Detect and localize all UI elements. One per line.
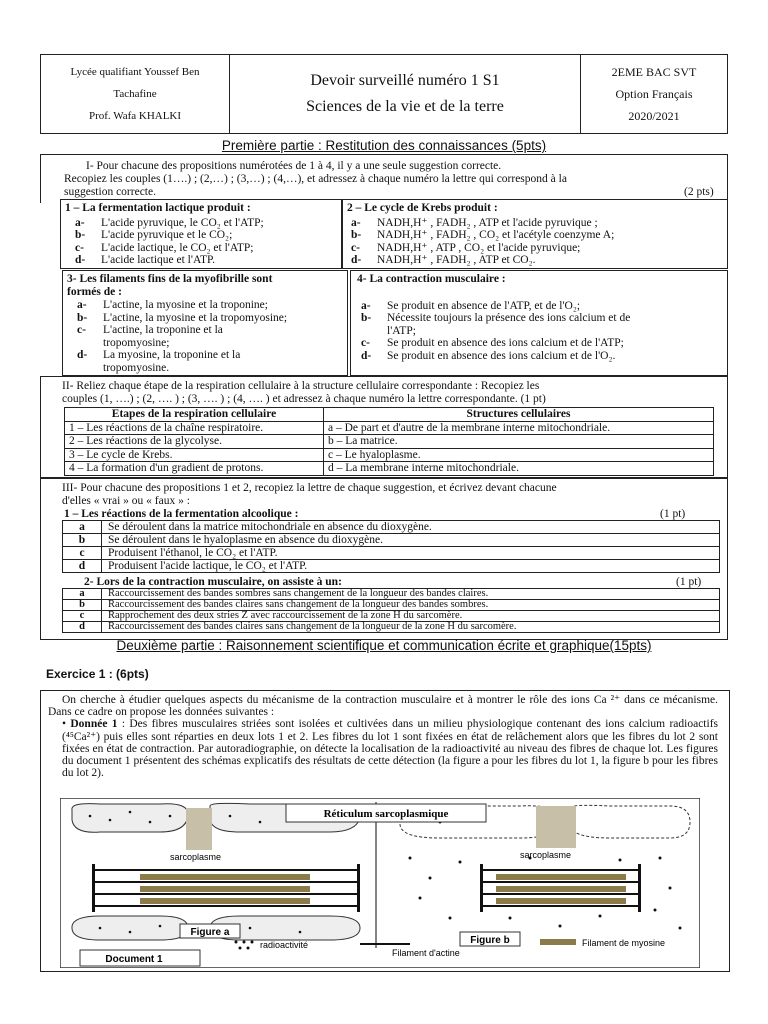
z-line-a-left bbox=[92, 864, 95, 912]
q1-box-1 bbox=[60, 199, 342, 269]
q1-b1-option: c- L'acide lactique, le CO₂ et l'ATP; bbox=[75, 241, 254, 254]
sarcoplasme-label-b: sarcoplasme bbox=[520, 850, 572, 860]
table-row: 4 – La formation d'un gradient de protons. d – La membrane interne mitochondriale. bbox=[65, 462, 714, 476]
table-row: 3 – Le cycle de Krebs. c – Le hyaloplasme. bbox=[65, 448, 714, 462]
q1-b4-option: d- Se produit en absence des ions calcium et de l'O₂. bbox=[361, 349, 616, 362]
level: 2EME BAC SVT bbox=[611, 65, 697, 79]
q3-s1-points: (1 pt) bbox=[660, 508, 686, 520]
q1-box3-title-2: formés de : bbox=[67, 285, 122, 298]
q1-b3-option: d- La myosine, la troponine et la bbox=[77, 349, 241, 361]
table-row: a Raccourcissement des bandes sombres sans changement de la longueur des bandes claires. bbox=[63, 589, 720, 600]
q1-b2-option: b- NADH,H⁺ , FADH₂ , CO₂ et l'acétyle coenzyme A; bbox=[351, 229, 615, 241]
legend-radio: radioactivité bbox=[260, 940, 309, 950]
q1-box-2 bbox=[342, 199, 728, 269]
donnee-1-text: : Des fibres musculaires striées sont isolées et cultivées dans un milieu physiologique contenant des ions calcium radioactifs (⁴⁵Ca²⁺) puis elles sont réparties en deux lots 1 et 2. Les fibres du lot 1 sont fixées en état de relâchement alors que les fibres du lot 2 sont fixées en état de contraction. Par autoradiographie, on détecte la localisation de la radioactivité au niveau des fibres de chaque lot. Les figures du document 1 présentent des schémas explicatifs des résultats de cette détection (la figure a pour les fibres du lot 1, la figure b pour les fibres du lot 2). bbox=[62, 718, 718, 780]
myosin-filaments-b bbox=[496, 874, 626, 904]
school-name-2: Tachafine bbox=[113, 88, 157, 100]
q3-s2-points: (1 pt) bbox=[676, 576, 702, 588]
z-line-b-right bbox=[638, 864, 641, 912]
q1-box1-title: 1 – La fermentation lactique produit : bbox=[65, 202, 251, 214]
table-row: c Produisent l'éthanol, le CO₂ et l'ATP. bbox=[63, 547, 720, 560]
q1-b4-option: b- Nécessite toujours la présence des ions calcium et de bbox=[361, 312, 631, 324]
table-row: b Raccourcissement des bandes claires sans changement de la longueur des bandes sombres. bbox=[63, 600, 720, 611]
reticulum-shape-a-left bbox=[72, 804, 188, 833]
part2-title: Deuxième partie : Raisonnement scientifique et communication écrite et graphique(15pts) bbox=[116, 638, 652, 653]
q1-b4-option: l'ATP; bbox=[387, 324, 416, 337]
q1-box4-title: 4- La contraction musculaire : bbox=[357, 273, 506, 285]
table-row: d Raccourcissement des bandes claires sans changement de la longueur de la zone H du sarcomère. bbox=[63, 622, 720, 633]
level-cell bbox=[581, 55, 728, 134]
exercise-intro: On cherche à étudier quelques aspects du mécanisme de la contraction musculaire et à montrer le rôle des ions Ca ²⁺ dans ce mécanisme. Dans ce cadre on propose les données suivantes : bbox=[48, 694, 718, 719]
figure-b-label: Figure b bbox=[470, 935, 510, 946]
q1-b4-option: a- Se produit en absence de l'ATP, et de l'O₂; bbox=[361, 299, 581, 312]
school-year: 2020/2021 bbox=[628, 109, 680, 123]
q2-col1-header: Etapes de la respiration cellulaire bbox=[65, 408, 324, 422]
q1-box-4 bbox=[350, 270, 728, 376]
exercise-title: Exercice 1 : (6pts) bbox=[46, 667, 149, 681]
q3-s2-title: 2- Lors de la contraction musculaire, on assiste à un: bbox=[84, 576, 342, 588]
subject-title: Sciences de la vie et de la terre bbox=[306, 98, 504, 115]
t-tubule-a bbox=[186, 808, 212, 850]
legend-myosine-icon bbox=[540, 939, 576, 945]
q2-table bbox=[64, 407, 714, 476]
q1-box3-title: 3- Les filaments fins de la myofibrille sont bbox=[67, 273, 273, 285]
exercise-text bbox=[48, 694, 718, 779]
q1-b1-option: d- L'acide lactique et l'ATP. bbox=[75, 254, 215, 266]
q1-b2-option: d- NADH,H⁺ , FADH₂ , ATP et CO₂. bbox=[351, 254, 536, 266]
q2-intro-1: II- Reliez chaque étape de la respiration cellulaire à la structure cellulaire correspondante : Recopiez les bbox=[62, 380, 540, 392]
q3-s2-table bbox=[62, 588, 720, 633]
school-name: Lycée qualifiant Youssef Ben bbox=[70, 66, 200, 78]
q3-intro-2: d'elles « vrai » ou « faux » : bbox=[62, 495, 190, 507]
school-cell bbox=[41, 55, 230, 134]
q1-b3-option: tropomyosine; bbox=[103, 336, 170, 349]
donnee-1-label: Donnée 1 bbox=[70, 718, 118, 731]
q1-b2-option: a- NADH,H⁺ , FADH₂ , ATP et l'acide pyruvique ; bbox=[351, 216, 598, 229]
q1-b2-option: c- NADH,H⁺ , ATP , CO₂ et l'acide pyruvique; bbox=[351, 241, 581, 254]
document-1-figure bbox=[60, 798, 700, 968]
q1-intro-1: I- Pour chacune des propositions numérotées de 1 à 4, il y a une seule suggestion correcte. bbox=[86, 160, 502, 172]
q3-s1-title: 1 – Les réactions de la fermentation alcoolique : bbox=[64, 508, 299, 520]
q2-header-row bbox=[65, 408, 714, 422]
prof-name: Prof. Wafa KHALKI bbox=[88, 110, 182, 122]
q1-b1-option: b- L'acide pyruvique et le CO₂; bbox=[75, 229, 233, 241]
q3-intro-1: III- Pour chacune des propositions 1 et 2, recopiez la lettre de chaque suggestion, et écrivez devant chacune bbox=[62, 482, 557, 494]
q1-b4-option: c- Se produit en absence des ions calcium et de l'ATP; bbox=[361, 337, 624, 349]
q1-b3-option: tropomyosine. bbox=[103, 361, 170, 374]
part1-title: Première partie : Restitution des connaissances (5pts) bbox=[221, 138, 547, 153]
legend-actine: Filament d'actine bbox=[392, 948, 460, 958]
z-line-b-left bbox=[480, 864, 483, 912]
q1-intro-2: Recopiez les couples (1….) ; (2,…) ; (3,…) ; (4,…), et adressez à chaque numéro la lettre qui correspond à la bbox=[64, 173, 567, 185]
reticulum-shape-b-right bbox=[570, 805, 690, 838]
figure-a-label: Figure a bbox=[190, 927, 230, 938]
table-row: c Rapprochement des deux stries Z avec raccourcissement de la zone H du sarcomère. bbox=[63, 611, 720, 622]
t-tubule-b bbox=[536, 806, 576, 848]
q1-b3-option: b- L'actine, la myosine et la tropomyosine; bbox=[77, 311, 288, 324]
q2-col2-header: Structures cellulaires bbox=[324, 408, 714, 422]
q2-intro-2: couples (1, ….) ; (2, …. ) ; (3, …. ) ; (4, …. ) et adressez à chaque numéro la lettre correspondante. (1 pt) bbox=[62, 393, 546, 405]
q1-intro-3: suggestion correcte. bbox=[64, 186, 156, 198]
reticulum-shape-a-bottom-left bbox=[72, 916, 188, 940]
legend-myosine: Filament de myosine bbox=[582, 938, 666, 948]
donnee-1: • Donnée 1 : Des fibres musculaires striées sont isolées et cultivées dans un milieu physiologique contenant des ions calcium radioactifs (⁴⁵Ca²⁺) puis elles sont réparties en deux lots 1 et 2. Les fibres du lot 1 sont fixées en état de relâchement alors que les fibres du lot 2 sont fixées en état de contraction. Par autoradiographie, on détecte la localisation de la radioactivité au niveau des fibres de chaque lot. Les figures du document 1 présentent des schémas explicatifs des résultats de cette détection (la figure a pour les fibres du lot 1, la figure b pour les fibres du lot 2). bbox=[62, 718, 718, 780]
document-label: Document 1 bbox=[105, 954, 163, 965]
table-row: b Se déroulent dans le hyaloplasme en absence du dioxygène. bbox=[63, 534, 720, 547]
q1-b3-option: a- L'actine, la myosine et la troponine; bbox=[77, 299, 268, 311]
table-row: a Se déroulent dans la matrice mitochondriale en absence du dioxygène. bbox=[63, 521, 720, 534]
table-row: 1 – Les réactions de la chaîne respiratoire. a – De part et d'autre de la membrane interne mitochondriale. bbox=[65, 421, 714, 435]
myosin-filaments-a bbox=[140, 874, 310, 904]
table-row: 2 – Les réactions de la glycolyse. b – La matrice. bbox=[65, 435, 714, 449]
z-line-a-right bbox=[357, 864, 360, 912]
table-row: d Produisent l'acide lactique, le CO₂ et l'ATP. bbox=[63, 560, 720, 573]
sarcoplasme-label-a: sarcoplasme bbox=[170, 852, 222, 862]
q3-s1-table bbox=[62, 520, 720, 573]
q1-points: (2 pts) bbox=[684, 186, 714, 198]
title-cell bbox=[230, 55, 581, 134]
exam-title: Devoir surveillé numéro 1 S1 bbox=[310, 72, 500, 89]
reticulum-label: Réticulum sarcoplasmique bbox=[323, 808, 449, 820]
q1-b3-option: c- L'actine, la troponine et la bbox=[77, 324, 223, 336]
option: Option Français bbox=[615, 87, 693, 101]
q1-box2-title: 2 – Le cycle de Krebs produit : bbox=[347, 202, 498, 214]
header-table bbox=[40, 54, 728, 134]
q1-b1-option: a- L'acide pyruvique, le CO₂ et l'ATP; bbox=[75, 216, 264, 229]
q1-box-3 bbox=[62, 270, 348, 376]
